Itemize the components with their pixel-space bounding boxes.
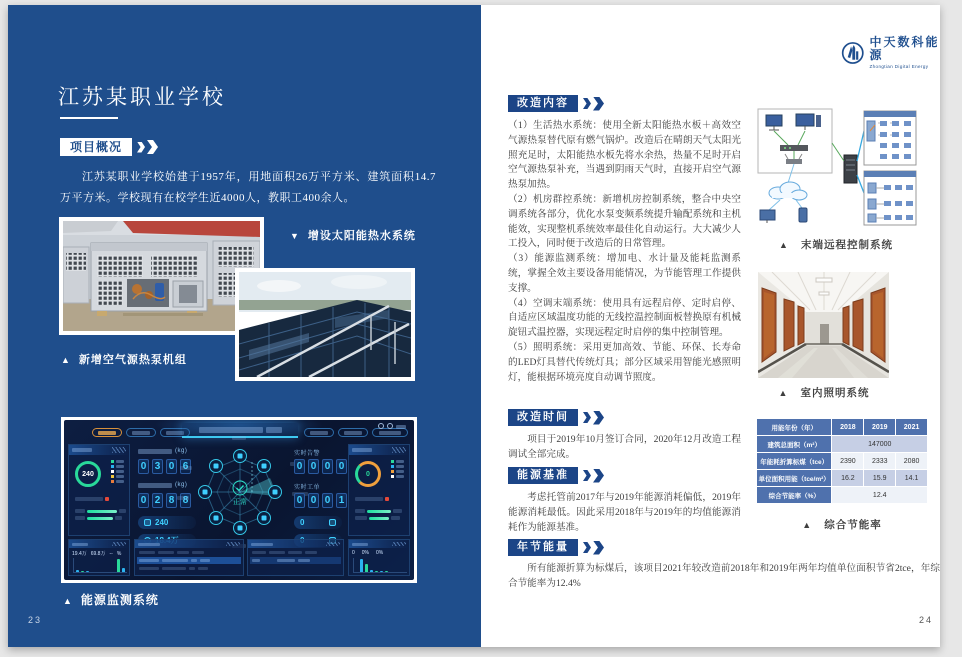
dashboard-panel-trend-left bbox=[68, 539, 130, 576]
paragraph: （4）空调末端系统：使用具有远程启停、定时启停、自适应区域温度功能的无线控温控制面板替换原有机械旋钮式温控器，实现远程定时启停的集中控制管理。 bbox=[508, 297, 741, 339]
table-row-unit-energy: 单位面积用能（tce/m²） 16.2 15.9 14.1 bbox=[757, 470, 928, 487]
dashboard-tab bbox=[304, 428, 334, 437]
caption-indoor-lighting: ▲ 室内照明系统 bbox=[778, 387, 870, 399]
caption-energy-monitor: ▲ 能源监测系统 bbox=[63, 593, 159, 607]
dashboard-tab bbox=[338, 428, 368, 437]
chevron-icon bbox=[583, 470, 591, 481]
workorder-digits bbox=[294, 490, 350, 508]
gauge-legend bbox=[391, 460, 404, 480]
paragraph: （1）生活热水系统：使用全新太阳能热水板＋高效空气源热泵替代原有燃气锅炉。改造后在晴朗天气太阳光照充足时，太阳能热水板先将水余热，热量不足时开启空气源热泵补充，当遇到阴雨天气时，直接开启空气源热泵加热。 bbox=[508, 120, 741, 191]
status-normal-text: 正常 bbox=[233, 499, 247, 506]
stat-values-left bbox=[72, 550, 121, 557]
chevron-icon bbox=[583, 542, 591, 553]
realtime-weight-digits bbox=[138, 456, 194, 474]
pending-badge: 0 bbox=[294, 516, 342, 529]
alert-row bbox=[75, 497, 109, 501]
table-row-coal: 年能耗折算标煤（tce） 2390 2333 2080 bbox=[757, 453, 928, 470]
logo-name-cn: 中天数科能源 bbox=[869, 35, 940, 62]
time-paragraph: 项目于2019年10月签订合同，2020年12月改造工程调试全部完成。 bbox=[508, 434, 741, 460]
section-badge-label: 项目概况 bbox=[60, 138, 132, 156]
dashboard-tab bbox=[92, 428, 122, 437]
photo-solar-panels bbox=[235, 268, 415, 381]
gear-icon bbox=[378, 423, 384, 429]
caption-savings-rate: ▲ 综合节能率 bbox=[802, 519, 882, 531]
realtime-weight-label: (kg) bbox=[138, 448, 187, 454]
stat-value: 0% bbox=[361, 550, 370, 556]
digit-cell: 0 bbox=[322, 493, 333, 508]
table-row-savings-rate: 综合节能率（%） 12.4 bbox=[757, 487, 928, 504]
chevron-icon bbox=[593, 469, 604, 483]
bank-icon bbox=[329, 519, 336, 526]
triangle-down-icon: ▼ bbox=[290, 231, 300, 241]
dashboard-panel-device-summary bbox=[68, 444, 130, 536]
dashboard-panel-alarm-summary bbox=[348, 444, 410, 536]
paragraph: （3）能源监测系统：增加电、水计量及能耗监测系统，掌握全效主要设备用能情况，为节能管理工作提供支撑。 bbox=[508, 253, 741, 294]
digit-cell: 1 bbox=[336, 493, 347, 508]
chevron-icon bbox=[593, 541, 604, 555]
digit-cell: 0 bbox=[138, 493, 149, 508]
digit-cell: 6 bbox=[180, 459, 191, 474]
digit-cell: 0 bbox=[322, 459, 333, 474]
caption-heat-pump: ▲ 新增空气源热泵机组 bbox=[61, 354, 187, 366]
stat-value: 69.8万 bbox=[90, 551, 106, 557]
triangle-up-icon: ▲ bbox=[802, 520, 813, 530]
digit-cell: 0 bbox=[294, 493, 305, 508]
triangle-up-icon: ▲ bbox=[63, 596, 73, 606]
heat-pump-photo-illustration bbox=[63, 221, 260, 331]
progress-list bbox=[75, 509, 127, 523]
progress-list bbox=[355, 509, 407, 523]
section-badge-savings: 年节能量 bbox=[508, 539, 604, 556]
logo-name-en: Zhongtian Digital Energy bbox=[869, 64, 929, 69]
section-badge-content: 改造内容 bbox=[508, 95, 604, 112]
overview-paragraph: 江苏某职业学校始建于1957年，用地面积26万平方米、建筑面积14.7万平方米。学校现有在校学生近4000人，教职工400余人。 bbox=[60, 171, 436, 204]
triangle-up-icon: ▲ bbox=[779, 240, 789, 250]
digit-cell: 8 bbox=[180, 493, 191, 508]
alarm-digits bbox=[294, 456, 350, 474]
page-right bbox=[481, 5, 940, 647]
content-paragraphs bbox=[508, 119, 741, 385]
paragraph: （2）机房群控系统：新增机房控制系统，整合中央空调系统各部分，优化水泵变频系统提升输配系统和主机能效，实现整机系统效率最佳化自动运行。大大减少人工投入，同时便于改造后的日常管理。 bbox=[508, 193, 741, 250]
title-underline bbox=[60, 117, 118, 119]
section-badge-overview bbox=[60, 138, 158, 156]
user-icon bbox=[387, 423, 393, 429]
chevron-icon bbox=[137, 142, 145, 153]
stat-value: 0 bbox=[352, 550, 355, 556]
stat-value: -- bbox=[109, 551, 113, 557]
stat-value: 0% bbox=[376, 550, 384, 556]
alert-row bbox=[355, 497, 389, 501]
building-icon bbox=[144, 519, 151, 526]
mini-bar-chart bbox=[73, 558, 127, 573]
digit-cell: 8 bbox=[166, 493, 177, 508]
caption-solar-system: ▼ 增设太阳能热水系统 bbox=[290, 230, 416, 242]
energy-dashboard-screenshot bbox=[64, 420, 414, 580]
dashboard-panel-trend-right bbox=[348, 539, 410, 576]
caption-remote-control: ▲ 末端远程控制系统 bbox=[779, 239, 893, 251]
remote-control-diagram bbox=[752, 105, 920, 231]
chevron-icon bbox=[593, 411, 604, 425]
gauge-alarms: 0 bbox=[355, 461, 381, 487]
digit-cell: 0 bbox=[308, 459, 319, 474]
page-title: 江苏某职业学校 bbox=[58, 85, 226, 109]
corridor-photo-illustration bbox=[758, 272, 889, 378]
dashboard-tab bbox=[126, 428, 156, 437]
logo-icon bbox=[841, 39, 865, 67]
chevron-icon bbox=[583, 412, 591, 423]
digit-cell: 0 bbox=[308, 493, 319, 508]
dashboard-dropdown bbox=[372, 428, 408, 437]
stat-value: % bbox=[116, 551, 122, 557]
section-badge-time: 改造时间 bbox=[508, 409, 604, 426]
table-row-years: 用能年份（年） 2018 2019 2021 bbox=[757, 419, 928, 436]
two-page-spread bbox=[8, 5, 940, 647]
chevron-icon bbox=[583, 98, 591, 109]
dashboard-user-icons bbox=[378, 423, 406, 429]
photo-heat-pump-units bbox=[59, 217, 264, 335]
digit-cell: 0 bbox=[138, 459, 149, 474]
digit-cell: 0 bbox=[294, 459, 305, 474]
digit-cell: 3 bbox=[152, 459, 163, 474]
page-left bbox=[8, 5, 481, 647]
total-badge: 240 bbox=[138, 516, 196, 529]
alarm-label: 实时告警 bbox=[294, 451, 321, 457]
baseline-paragraph: 考虑托管前2017年与2019年能源消耗偏低，2019年能源消耗最低。因此采用2018年与2019年的均值能源消耗作为能源基准。 bbox=[508, 492, 741, 533]
energy-savings-table bbox=[756, 418, 928, 504]
company-logo bbox=[841, 36, 940, 69]
page-number-left: 23 bbox=[28, 615, 43, 625]
mini-bar-chart bbox=[353, 558, 407, 573]
page-number-right: 24 bbox=[919, 615, 934, 625]
solar-photo-illustration bbox=[239, 272, 411, 377]
stat-value: 19.4万 bbox=[72, 551, 87, 557]
gauge-legend bbox=[111, 460, 124, 485]
yesterday-weight-label: (kg) bbox=[138, 482, 187, 488]
chevron-icon bbox=[147, 140, 158, 154]
stat-values-right bbox=[352, 550, 383, 556]
table-row-area: 建筑总面积（m²） 147000 bbox=[757, 436, 928, 453]
figure-remote-control-diagram bbox=[752, 105, 920, 231]
photo-energy-dashboard bbox=[61, 417, 417, 583]
system-status-radar bbox=[194, 444, 286, 540]
figure-indoor-lighting-photo bbox=[758, 272, 889, 378]
digit-cell: 0 bbox=[166, 459, 177, 474]
workorder-label: 实时工单 bbox=[294, 485, 321, 491]
dashboard-table-alarms bbox=[134, 539, 244, 576]
dashboard-table-workorders bbox=[247, 539, 344, 576]
digit-cell: 2 bbox=[152, 493, 163, 508]
digit-cell: 0 bbox=[336, 459, 347, 474]
gauge-devices: 240 bbox=[75, 461, 101, 487]
chevron-icon bbox=[593, 97, 604, 111]
triangle-up-icon: ▲ bbox=[61, 355, 71, 365]
paragraph: （5）照明系统：采用更加高效、节能、环保、长寿命的LED灯具替代传统灯具；部分区域采用智能光感照明灯，能根据环境亮度自动调节照度。 bbox=[508, 341, 741, 383]
section-badge-baseline: 能源基准 bbox=[508, 467, 604, 484]
savings-paragraph: 所有能源折算为标煤后，该项目2021年较改造前2018年和2019年两年均值单位面积节省2tce，年综合节能率为12.4% bbox=[508, 563, 940, 589]
triangle-up-icon: ▲ bbox=[778, 388, 789, 398]
